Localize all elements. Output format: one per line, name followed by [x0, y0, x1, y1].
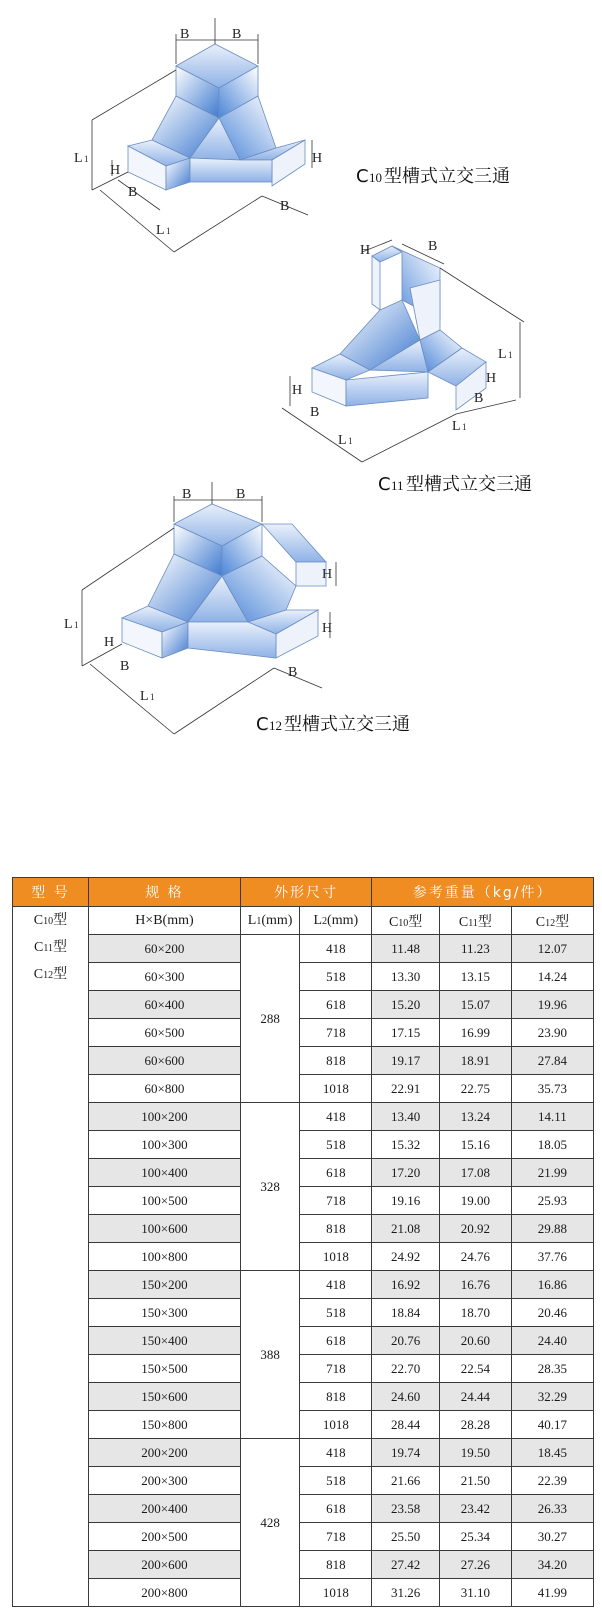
cell-c11: 11.23	[439, 935, 511, 963]
cell-c12: 37.76	[511, 1243, 593, 1271]
c12-label-b1: B	[182, 487, 192, 502]
cell-l2: 818	[300, 1215, 372, 1243]
c11-label-l2: L	[338, 433, 347, 448]
cell-c12: 34.20	[511, 1551, 593, 1579]
cell-l2: 518	[300, 1131, 372, 1159]
sub-c10: C10型	[372, 907, 440, 935]
c11-label-l3: L	[452, 419, 461, 434]
sub-c12: C12型	[511, 907, 593, 935]
cell-c12: 14.24	[511, 963, 593, 991]
cell-c10: 21.66	[372, 1467, 440, 1495]
cell-c10: 20.76	[372, 1327, 440, 1355]
c11-label-l1-sub: 1	[508, 350, 513, 360]
cell-c12: 23.90	[511, 1019, 593, 1047]
c10-label-b2: B	[232, 27, 242, 42]
type-c11: C11型	[33, 940, 67, 955]
cell-l2: 818	[300, 1383, 372, 1411]
c10-label-l1: L	[74, 151, 83, 166]
cell-c10: 25.50	[372, 1523, 440, 1551]
c12-label-b3: B	[120, 659, 130, 674]
cell-c12: 16.86	[511, 1271, 593, 1299]
cell-c10: 27.42	[372, 1551, 440, 1579]
c12-label-h2: H	[322, 567, 333, 582]
cell-l2: 618	[300, 991, 372, 1019]
cell-c12: 19.96	[511, 991, 593, 1019]
c10-label-b4: B	[280, 199, 290, 214]
c11-label-h1: H	[360, 243, 371, 258]
c10-caption-prefix: C	[356, 166, 369, 187]
c12-label-b2: B	[236, 487, 246, 502]
cell-l2: 718	[300, 1187, 372, 1215]
c10-caption-sub: 10	[369, 170, 382, 185]
cell-hb: 200×600	[88, 1551, 240, 1579]
cell-c12: 41.99	[511, 1579, 593, 1607]
table-row	[13, 935, 594, 963]
type-c12: C12型	[33, 967, 68, 982]
cell-c11: 18.70	[439, 1299, 511, 1327]
type-column	[13, 907, 89, 1607]
table-row	[13, 1355, 594, 1383]
c11-label-b3: B	[474, 391, 484, 406]
c11-label-b2: B	[310, 405, 320, 420]
cell-hb: 150×200	[88, 1271, 240, 1299]
cell-hb: 150×400	[88, 1327, 240, 1355]
cell-hb: 100×200	[88, 1103, 240, 1131]
cell-c12: 18.05	[511, 1131, 593, 1159]
cell-c12: 29.88	[511, 1215, 593, 1243]
cell-c10: 15.20	[372, 991, 440, 1019]
c10-label-h2: H	[312, 151, 323, 166]
cell-l2: 818	[300, 1551, 372, 1579]
table-row	[13, 1075, 594, 1103]
cell-hb: 150×800	[88, 1411, 240, 1439]
sub-l2: L2(mm)	[300, 907, 372, 935]
cell-c12: 27.84	[511, 1047, 593, 1075]
cell-c10: 31.26	[372, 1579, 440, 1607]
cell-l2: 418	[300, 1439, 372, 1467]
cell-c11: 25.34	[439, 1523, 511, 1551]
cell-c10: 28.44	[372, 1411, 440, 1439]
cell-c11: 19.00	[439, 1187, 511, 1215]
c12-label-l2: L	[140, 689, 149, 704]
spec-table	[12, 877, 594, 1607]
c11-caption-sub: 11	[391, 478, 404, 493]
c10-label-b3: B	[128, 185, 138, 200]
cell-hb: 100×500	[88, 1187, 240, 1215]
cell-l2: 818	[300, 1047, 372, 1075]
cell-c11: 17.08	[439, 1159, 511, 1187]
cell-hb: 200×500	[88, 1523, 240, 1551]
cell-hb: 200×200	[88, 1439, 240, 1467]
type-c10: C10型	[33, 913, 68, 928]
cell-c12: 25.93	[511, 1187, 593, 1215]
table-row	[13, 1551, 594, 1579]
c12-caption-sub: 12	[269, 718, 282, 733]
cell-c12: 20.46	[511, 1299, 593, 1327]
cell-l2: 518	[300, 963, 372, 991]
cell-hb: 60×300	[88, 963, 240, 991]
cell-c10: 19.74	[372, 1439, 440, 1467]
c12-label-l2-sub: 1	[150, 692, 155, 702]
cell-l2: 418	[300, 1271, 372, 1299]
table-row	[13, 1019, 594, 1047]
cell-c11: 21.50	[439, 1467, 511, 1495]
cell-c11: 22.54	[439, 1355, 511, 1383]
table-row	[13, 1439, 594, 1467]
table-body	[13, 907, 594, 1607]
cell-c10: 21.08	[372, 1215, 440, 1243]
cell-l1: 388	[240, 1271, 300, 1439]
cell-c12: 28.35	[511, 1355, 593, 1383]
cell-l2: 1018	[300, 1075, 372, 1103]
cell-l2: 618	[300, 1159, 372, 1187]
cell-hb: 200×800	[88, 1579, 240, 1607]
cell-c11: 15.16	[439, 1131, 511, 1159]
cell-c11: 22.75	[439, 1075, 511, 1103]
c12-label-l1-sub: 1	[74, 620, 79, 630]
cell-c10: 15.32	[372, 1131, 440, 1159]
cell-c10: 22.70	[372, 1355, 440, 1383]
figure-c11	[0, 230, 602, 500]
table-row	[13, 1579, 594, 1607]
c12-caption: 型槽式立交三通	[284, 714, 410, 735]
c11-label-h3: H	[486, 371, 497, 386]
cell-c11: 16.99	[439, 1019, 511, 1047]
c10-label-l1-sub: 1	[84, 154, 89, 164]
cell-l1: 288	[240, 935, 300, 1103]
cell-c10: 23.58	[372, 1495, 440, 1523]
cell-c10: 16.92	[372, 1271, 440, 1299]
cell-c12: 30.27	[511, 1523, 593, 1551]
table-row	[13, 1271, 594, 1299]
cell-c11: 13.24	[439, 1103, 511, 1131]
table-row	[13, 1131, 594, 1159]
c11-caption: 型槽式立交三通	[406, 474, 532, 495]
table-row	[13, 1299, 594, 1327]
header-dims: 外形尺寸	[240, 878, 371, 907]
cell-c11: 24.76	[439, 1243, 511, 1271]
cell-c10: 13.40	[372, 1103, 440, 1131]
cell-hb: 150×300	[88, 1299, 240, 1327]
table-row	[13, 1383, 594, 1411]
cell-l1: 428	[240, 1439, 300, 1607]
table-row	[13, 1103, 594, 1131]
c11-label-l2-sub: 1	[348, 436, 353, 446]
cell-hb: 60×500	[88, 1019, 240, 1047]
cell-l2: 1018	[300, 1243, 372, 1271]
table-row	[13, 1467, 594, 1495]
table-row	[13, 1411, 594, 1439]
c11-label-l3-sub: 1	[462, 422, 467, 432]
c10-caption: 型槽式立交三通	[384, 166, 510, 187]
table-row	[13, 1187, 594, 1215]
cell-c11: 13.15	[439, 963, 511, 991]
cell-l2: 518	[300, 1299, 372, 1327]
cell-l2: 618	[300, 1327, 372, 1355]
cell-c12: 18.45	[511, 1439, 593, 1467]
c11-label-h2: H	[292, 383, 303, 398]
cell-hb: 100×400	[88, 1159, 240, 1187]
cell-c11: 27.26	[439, 1551, 511, 1579]
table-row	[13, 1523, 594, 1551]
cell-c10: 17.20	[372, 1159, 440, 1187]
cell-l2: 418	[300, 1103, 372, 1131]
cell-c12: 24.40	[511, 1327, 593, 1355]
cell-hb: 200×400	[88, 1495, 240, 1523]
table-row	[13, 1047, 594, 1075]
c10-label-l2: L	[156, 223, 165, 238]
cell-l2: 1018	[300, 1411, 372, 1439]
cell-c12: 32.29	[511, 1383, 593, 1411]
c10-label-l2-sub: 1	[166, 226, 171, 236]
table-row	[13, 991, 594, 1019]
sub-hb: H×B(mm)	[88, 907, 240, 935]
cell-c10: 24.92	[372, 1243, 440, 1271]
table-row	[13, 1495, 594, 1523]
figure-c12	[0, 478, 602, 758]
table-row	[13, 963, 594, 991]
c11-label-b1: B	[428, 239, 438, 254]
c12-label-l1: L	[64, 617, 73, 632]
header-type: 型 号	[13, 878, 89, 907]
cell-c11: 28.28	[439, 1411, 511, 1439]
cell-c10: 19.16	[372, 1187, 440, 1215]
cell-hb: 100×800	[88, 1243, 240, 1271]
c12-caption-prefix: C	[256, 714, 269, 735]
cell-l2: 518	[300, 1467, 372, 1495]
cell-l2: 418	[300, 935, 372, 963]
cell-c12: 14.11	[511, 1103, 593, 1131]
cell-c12: 21.99	[511, 1159, 593, 1187]
c10-label-b1: B	[180, 27, 190, 42]
cell-c12: 35.73	[511, 1075, 593, 1103]
c11-tee-drawing	[0, 230, 602, 500]
cell-hb: 100×300	[88, 1131, 240, 1159]
cell-c11: 20.60	[439, 1327, 511, 1355]
cell-l2: 718	[300, 1523, 372, 1551]
cell-l2: 618	[300, 1495, 372, 1523]
cell-hb: 60×200	[88, 935, 240, 963]
cell-c11: 18.91	[439, 1047, 511, 1075]
cell-c12: 22.39	[511, 1467, 593, 1495]
c12-label-h1: H	[104, 635, 115, 650]
cell-hb: 150×600	[88, 1383, 240, 1411]
sub-c11: C11型	[439, 907, 511, 935]
header-spec: 规 格	[88, 878, 240, 907]
cell-c10: 17.15	[372, 1019, 440, 1047]
cell-l2: 718	[300, 1355, 372, 1383]
c12-label-b4: B	[288, 665, 298, 680]
cell-hb: 60×800	[88, 1075, 240, 1103]
c12-tee-drawing	[0, 478, 602, 758]
cell-c10: 24.60	[372, 1383, 440, 1411]
cell-hb: 60×400	[88, 991, 240, 1019]
cell-l2: 718	[300, 1019, 372, 1047]
cell-c10: 19.17	[372, 1047, 440, 1075]
cell-c11: 31.10	[439, 1579, 511, 1607]
table-subheader-row	[13, 907, 594, 935]
cell-c11: 20.92	[439, 1215, 511, 1243]
c11-label-l1: L	[498, 347, 507, 362]
cell-hb: 150×500	[88, 1355, 240, 1383]
cell-c11: 19.50	[439, 1439, 511, 1467]
table-header-row	[13, 878, 594, 907]
sub-l1: L1(mm)	[240, 907, 300, 935]
cell-c12: 12.07	[511, 935, 593, 963]
table-row	[13, 1215, 594, 1243]
cell-c11: 16.76	[439, 1271, 511, 1299]
c11-caption-prefix: C	[378, 474, 391, 495]
table-row	[13, 1243, 594, 1271]
cell-c11: 23.42	[439, 1495, 511, 1523]
cell-c10: 18.84	[372, 1299, 440, 1327]
cell-l1: 328	[240, 1103, 300, 1271]
cell-c12: 40.17	[511, 1411, 593, 1439]
c12-label-h3: H	[322, 621, 333, 636]
cell-c12: 26.33	[511, 1495, 593, 1523]
c10-label-h1: H	[110, 163, 121, 178]
header-weight: 参考重量（kg/件）	[372, 878, 594, 907]
cell-c10: 13.30	[372, 963, 440, 991]
cell-hb: 100×600	[88, 1215, 240, 1243]
cell-c10: 22.91	[372, 1075, 440, 1103]
cell-hb: 200×300	[88, 1467, 240, 1495]
table-row	[13, 1159, 594, 1187]
table-row	[13, 1327, 594, 1355]
cell-c11: 24.44	[439, 1383, 511, 1411]
cell-c10: 11.48	[372, 935, 440, 963]
cell-hb: 60×600	[88, 1047, 240, 1075]
cell-l2: 1018	[300, 1579, 372, 1607]
cell-c11: 15.07	[439, 991, 511, 1019]
